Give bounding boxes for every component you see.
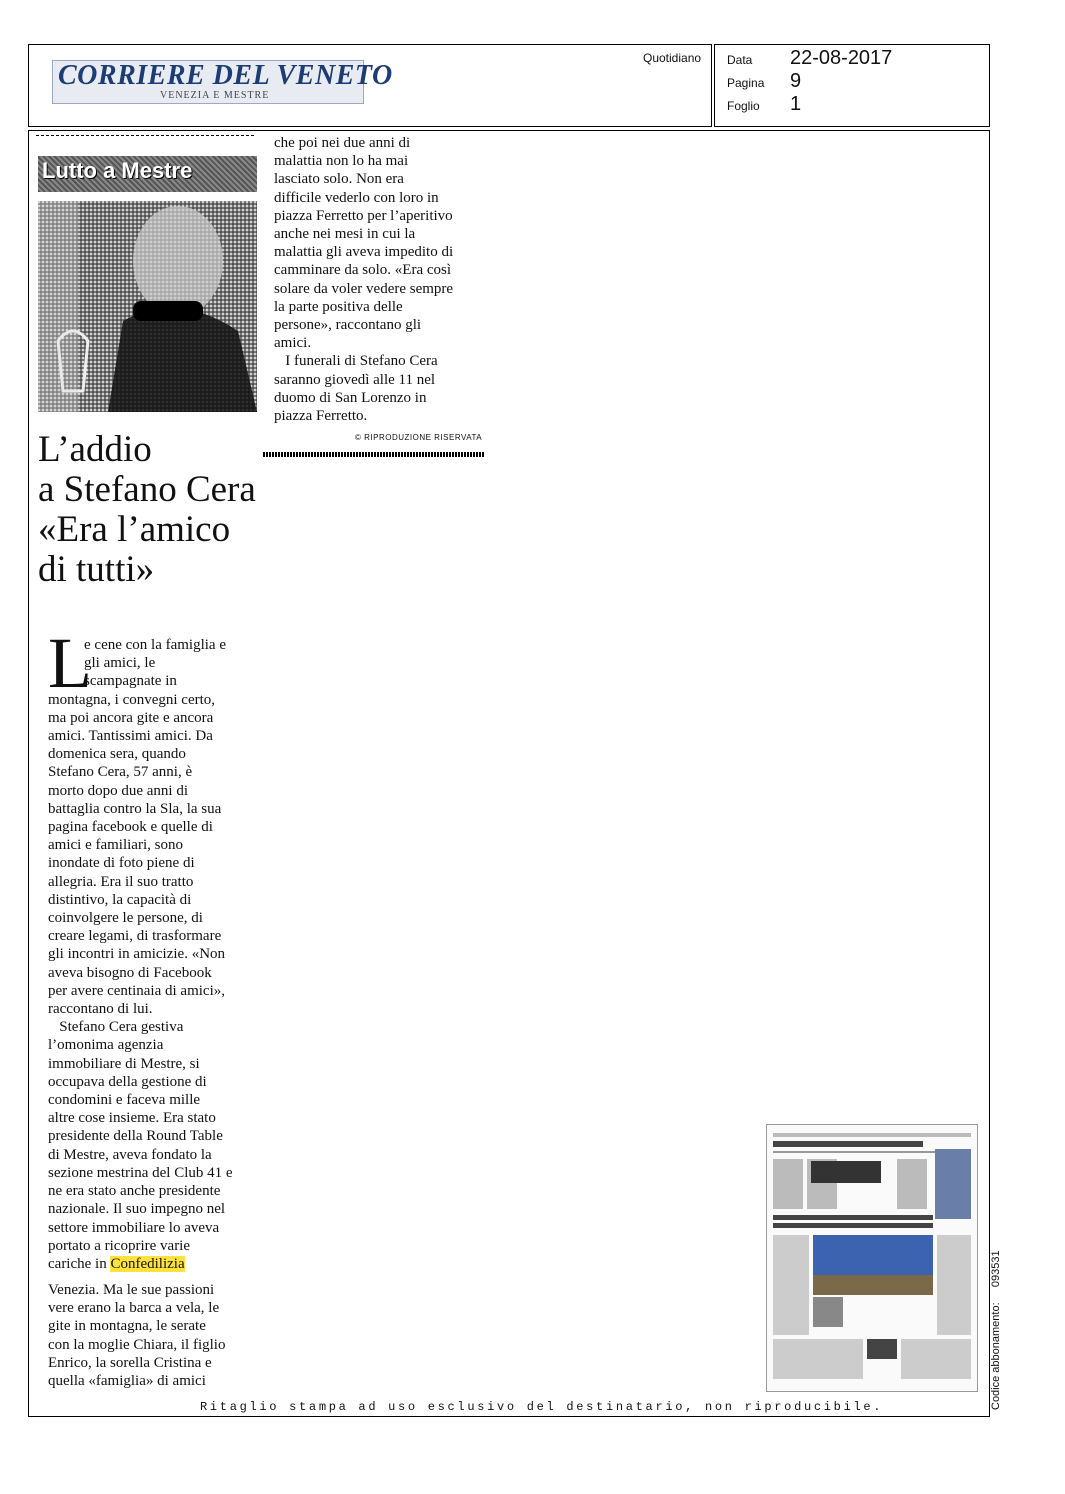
highlighted-keyword: Confedilizia bbox=[110, 1255, 185, 1272]
text-line: scampagnate in bbox=[84, 673, 177, 690]
text-line: di Mestre, aveva fondato la bbox=[48, 1146, 212, 1163]
text-line: vere erano la barca a vela, le bbox=[48, 1300, 220, 1317]
sheet-value: 1 bbox=[790, 93, 802, 115]
text-line: che poi nei due anni di bbox=[274, 135, 411, 151]
portrait-photo bbox=[38, 201, 257, 412]
text-line: persone», raccontano gli bbox=[274, 317, 422, 334]
text-line: ma poi ancora gite e ancora bbox=[48, 709, 214, 726]
text-line: creare legami, di trasformare bbox=[48, 928, 222, 945]
drop-cap: L bbox=[48, 623, 92, 703]
text-line: coinvolgere le persone, di bbox=[48, 910, 203, 927]
text-line: morto dopo due anni di bbox=[48, 782, 188, 799]
text-line: gite in montagna, le serate bbox=[48, 1318, 206, 1335]
column-rule bbox=[36, 135, 254, 136]
text-line: portato a ricoprire varie bbox=[48, 1237, 191, 1254]
text-line: I funerali di Stefano Cera bbox=[274, 353, 438, 370]
text-line: immobiliare di Mestre, si bbox=[48, 1055, 200, 1072]
text-line: amici. Tantissimi amici. Da bbox=[48, 728, 213, 745]
text-line: la parte positiva delle bbox=[274, 298, 403, 315]
text-line: condomini e faceva mille bbox=[48, 1092, 201, 1109]
frequency-label: Quotidiano bbox=[643, 51, 702, 65]
text-line: solare da voler vedere sempre bbox=[274, 280, 454, 297]
subscription-code bbox=[990, 1250, 1002, 1410]
text-line: altre cose insieme. Era stato bbox=[48, 1110, 216, 1127]
text-line: quella «famiglia» di amici bbox=[48, 1373, 206, 1390]
text-line: per avere centinaia di amici», bbox=[48, 982, 225, 999]
text-line: amici. bbox=[274, 335, 312, 352]
text-line: battaglia contro la Sla, la sua bbox=[48, 800, 222, 817]
headline-line: di tutti» bbox=[38, 549, 155, 590]
article-end-bar bbox=[263, 452, 485, 457]
article-column-1-continued bbox=[48, 1281, 248, 1390]
text-line: malattia gli aveva impedito di bbox=[274, 244, 454, 261]
date-value: 22-08-2017 bbox=[790, 47, 893, 69]
text-line: presidente della Round Table bbox=[48, 1128, 223, 1145]
text-line: ne era stato anche presidente bbox=[48, 1183, 221, 1200]
sheet-label: Foglio bbox=[727, 99, 760, 113]
headline-line: a Stefano Cera bbox=[38, 469, 256, 510]
text-line: gli incontri in amicizie. «Non bbox=[48, 946, 226, 963]
text-line: difficile vederlo con loro in bbox=[274, 189, 439, 206]
text-line: camminare da solo. «Era così bbox=[274, 262, 452, 279]
text-line: montagna, i convegni certo, bbox=[48, 691, 216, 708]
copyright-notice: © RIPRODUZIONE RISERVATA bbox=[355, 433, 483, 442]
article-column-2 bbox=[274, 134, 479, 425]
reproduction-notice: Ritaglio stampa ad uso esclusivo del destinatario, non riproducibile. bbox=[200, 1400, 884, 1414]
kicker-text: Lutto a Mestre bbox=[42, 158, 193, 183]
text-line: Venezia. Ma le sue passioni bbox=[48, 1282, 215, 1298]
text-line: inondate di foto piene di bbox=[48, 855, 195, 872]
text-line: allegria. Era il suo tratto bbox=[48, 873, 194, 890]
text-line: Enrico, la sorella Cristina e bbox=[48, 1354, 212, 1371]
highlight-prefix: cariche in bbox=[48, 1255, 111, 1272]
text-line: raccontano di lui. bbox=[48, 1001, 153, 1018]
page-thumbnail-image bbox=[767, 1125, 977, 1391]
text-line: sezione mestrina del Club 41 e bbox=[48, 1164, 233, 1181]
text-line: nazionale. Il suo impegno nel bbox=[48, 1201, 226, 1218]
text-line: distintivo, la capacità di bbox=[48, 891, 192, 908]
text-line: settore immobiliare lo aveva bbox=[48, 1219, 220, 1236]
text-line-highlighted bbox=[48, 1255, 248, 1273]
portrait-photo-image bbox=[38, 201, 257, 412]
masthead-subtitle: VENEZIA E MESTRE bbox=[160, 90, 270, 101]
date-label: Data bbox=[727, 53, 753, 67]
text-line: aveva bisogno di Facebook bbox=[48, 964, 212, 981]
text-line: duomo di San Lorenzo in bbox=[274, 389, 427, 406]
text-line: domenica sera, quando bbox=[48, 746, 186, 763]
text-line: occupava della gestione di bbox=[48, 1073, 207, 1090]
article-headline bbox=[38, 430, 264, 590]
text-line: Stefano Cera, 57 anni, è bbox=[48, 764, 193, 781]
article-column-1 bbox=[48, 636, 248, 1273]
text-line: l’omonima agenzia bbox=[48, 1037, 164, 1054]
text-line: con la moglie Chiara, il figlio bbox=[48, 1336, 226, 1353]
text-line: lasciato solo. Non era bbox=[274, 171, 404, 188]
text-line: e cene con la famiglia e bbox=[84, 637, 227, 653]
text-line: gli amici, le bbox=[84, 655, 156, 672]
text-line: Stefano Cera gestiva bbox=[48, 1019, 184, 1036]
headline-line: «Era l’amico bbox=[38, 509, 231, 550]
page-value: 9 bbox=[790, 70, 802, 92]
page-thumbnail bbox=[766, 1124, 978, 1392]
text-line: piazza Ferretto per l’aperitivo bbox=[274, 207, 453, 224]
text-line: amici e familiari, sono bbox=[48, 837, 183, 854]
subscription-number: 093531 bbox=[990, 1250, 1002, 1288]
masthead-title: CORRIERE DEL VENETO bbox=[58, 60, 393, 91]
text-line: malattia non lo ha mai bbox=[274, 153, 409, 170]
text-line: piazza Ferretto. bbox=[274, 408, 368, 425]
page-label: Pagina bbox=[727, 76, 765, 90]
text-line: saranno giovedì alle 11 nel bbox=[274, 371, 436, 388]
text-line: anche nei mesi in cui la bbox=[274, 226, 416, 243]
text-line: pagina facebook e quelle di bbox=[48, 819, 213, 836]
subscription-label: Codice abbonamento: bbox=[990, 1302, 1002, 1410]
headline-line: L’addio bbox=[38, 429, 152, 470]
